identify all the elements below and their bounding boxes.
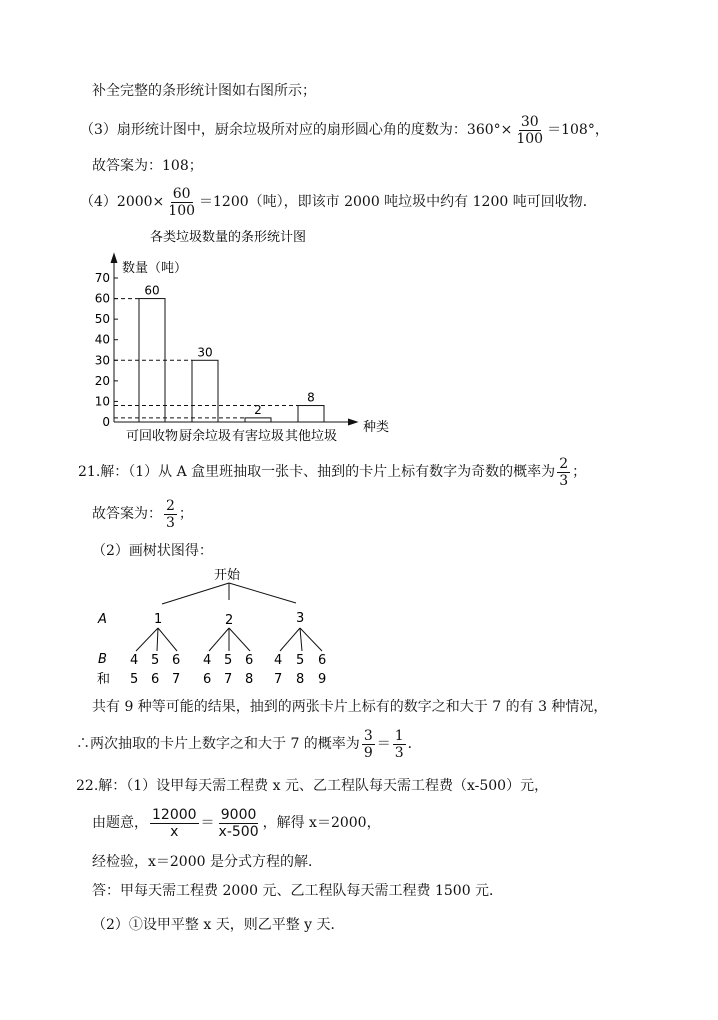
tree-sum-1-3: 7: [172, 672, 181, 687]
y-tick-label: 60: [94, 291, 110, 306]
tree-a-3: 3: [296, 611, 305, 626]
row-label-a: A: [98, 612, 107, 627]
fraction-denominator: 3: [166, 514, 175, 531]
q3-result: ＝108°，: [547, 122, 609, 138]
tree-b-3-1: 4: [274, 653, 283, 668]
y-tick-label: 50: [94, 312, 110, 327]
tree-sum-3-2: 8: [296, 672, 305, 687]
tree-b-1-1: 4: [130, 653, 139, 668]
tree-b-1-2: 5: [151, 653, 160, 668]
y-tick-label: 40: [94, 332, 110, 347]
y-tick-label: 10: [94, 394, 110, 409]
q21-punct: ；: [572, 464, 587, 480]
line-q3: [80, 110, 609, 150]
fraction-60-100: [166, 186, 197, 219]
fraction-numerator: 12000: [152, 806, 197, 823]
q21-answer-punct: ；: [178, 506, 193, 522]
q22-solution: ，解得 x＝2000，: [262, 815, 381, 831]
tree-a-1: 1: [154, 612, 163, 627]
y-tick-label: 0: [102, 415, 110, 429]
equals-sign: ＝: [200, 815, 215, 831]
bar-chart: [0, 225, 718, 445]
line-q22-2: [92, 803, 381, 843]
category-label: 其他垃圾: [284, 429, 338, 444]
bar: [298, 406, 324, 422]
category-label: 可回收物: [125, 429, 179, 444]
line-q21-results: 共有 9 种等可能的结果，抽到的两张卡片上标有的数字之和大于 7 的有 3 种情况，: [92, 699, 608, 715]
q4-text: （4）2000×: [80, 194, 165, 210]
q21-prob-text: ∴两次抽取的卡片上数字之和大于 7 的概率为: [76, 736, 360, 752]
tree-root: 开始: [214, 568, 241, 583]
q3-text: （3）扇形统计图中，厨余垃圾所对应的扇形圆心角的度数为：360°×: [80, 122, 513, 138]
line-q22-5: （2）①设甲平整 x 天，则乙平整 y 天．: [92, 917, 345, 933]
tree-branches-root: [162, 583, 296, 604]
chart-title: 各类垃圾数量的条形统计图: [150, 230, 307, 245]
tree-b-1-3: 6: [172, 653, 181, 668]
tree-b-3-3: 6: [318, 653, 327, 668]
fraction-denominator: 100: [168, 202, 196, 219]
fraction-numerator: 60: [172, 185, 191, 202]
tree-b-3-2: 5: [296, 653, 305, 668]
q4-result: ＝1200（吨），即该市 2000 吨垃圾中约有 1200 吨可回收物．: [199, 194, 597, 210]
tree-b-2-1: 4: [203, 653, 212, 668]
tree-a-2: 2: [225, 613, 234, 628]
fraction-numerator: 3: [363, 727, 373, 744]
fraction-9000-x-500: [217, 807, 261, 840]
y-tick-label: 20: [94, 373, 110, 388]
y-tick-label: 70: [94, 271, 110, 285]
fraction-numerator: 1: [394, 727, 404, 744]
line-q21-answer: [92, 494, 193, 534]
fraction-30-100: [514, 114, 545, 147]
line-completion-note: 补全完整的条形统计图如右图所示；: [92, 83, 316, 99]
category-label: 厨余垃圾: [178, 429, 232, 444]
tree-sum-2-2: 7: [224, 672, 233, 687]
x-axis-arrow: [348, 419, 357, 425]
chart-ylabel: 数量（吨）: [122, 261, 188, 276]
q21-text: 21.解：（1）从 A 盒里班抽取一张卡、抽到的卡片上标有数字为奇数的概率为: [78, 464, 556, 480]
fraction-denominator: 3: [394, 744, 404, 761]
line-q21-2: （2）画树状图得：: [92, 543, 213, 559]
fraction-denominator: 100: [516, 130, 544, 147]
fraction-denominator: 9: [363, 744, 373, 761]
row-label-sum: 和: [97, 672, 111, 687]
fraction-denominator: 3: [559, 472, 569, 489]
tree-sum-3-1: 7: [274, 672, 283, 687]
bar-value-label: 8: [307, 390, 315, 405]
fraction-numerator: 9000: [220, 806, 257, 823]
fraction-2-3: [557, 456, 570, 489]
fraction-1-3: [393, 728, 406, 761]
bar-value-label: 30: [197, 345, 213, 360]
tree-sum-2-1: 6: [203, 672, 212, 687]
category-label: 有害垃圾: [231, 429, 285, 444]
tree-sum-1-1: 5: [130, 672, 139, 687]
line-q22-4: 答：甲每天需工程费 2000 元、乙工程队每天需工程费 1500 元．: [92, 883, 504, 899]
equals-sign: ＝: [376, 736, 391, 752]
fraction-12000-x: [150, 807, 199, 840]
tree-branches-a: [136, 628, 322, 651]
q21-answer-text: 故答案为：: [92, 506, 162, 522]
bar-value-label: 2: [254, 402, 262, 417]
tree-b-2-3: 6: [245, 653, 254, 668]
fraction-denominator: x: [170, 823, 179, 840]
q21-prob-punct: ．: [407, 736, 422, 752]
bar: [192, 360, 218, 422]
tree-b-2-2: 5: [224, 653, 233, 668]
tree-sum-1-2: 6: [151, 672, 160, 687]
y-axis-arrow: [111, 254, 117, 263]
line-q22-3: 经检验，x＝2000 是分式方程的解．: [92, 854, 322, 870]
line-q21-1: [78, 452, 586, 492]
line-q22-1: 22.解：（1）设甲每天需工程费 x 元、乙工程队每天需工程费（x-500）元，: [76, 778, 549, 794]
line-q4: [80, 182, 597, 222]
line-q3-answer: 故答案为：108；: [92, 158, 203, 174]
y-tick-label: 30: [94, 353, 110, 368]
tree-sum-3-3: 9: [318, 672, 327, 687]
fraction-numerator: 30: [520, 113, 539, 130]
tree-sum-2-3: 8: [245, 672, 254, 687]
fraction-3-9: [362, 728, 375, 761]
bar-value-label: 60: [144, 283, 160, 298]
row-label-b: B: [98, 652, 107, 667]
q22-setup-text: 由题意，: [92, 815, 148, 831]
fraction-numerator: 2: [559, 455, 569, 472]
line-q21-probability: [76, 724, 422, 764]
chart-xlabel: 种类: [363, 420, 390, 435]
bar: [245, 418, 271, 422]
fraction-numerator: 2: [166, 497, 175, 514]
fraction-2-3-answer: [164, 498, 177, 531]
fraction-denominator: x-500: [218, 823, 259, 840]
